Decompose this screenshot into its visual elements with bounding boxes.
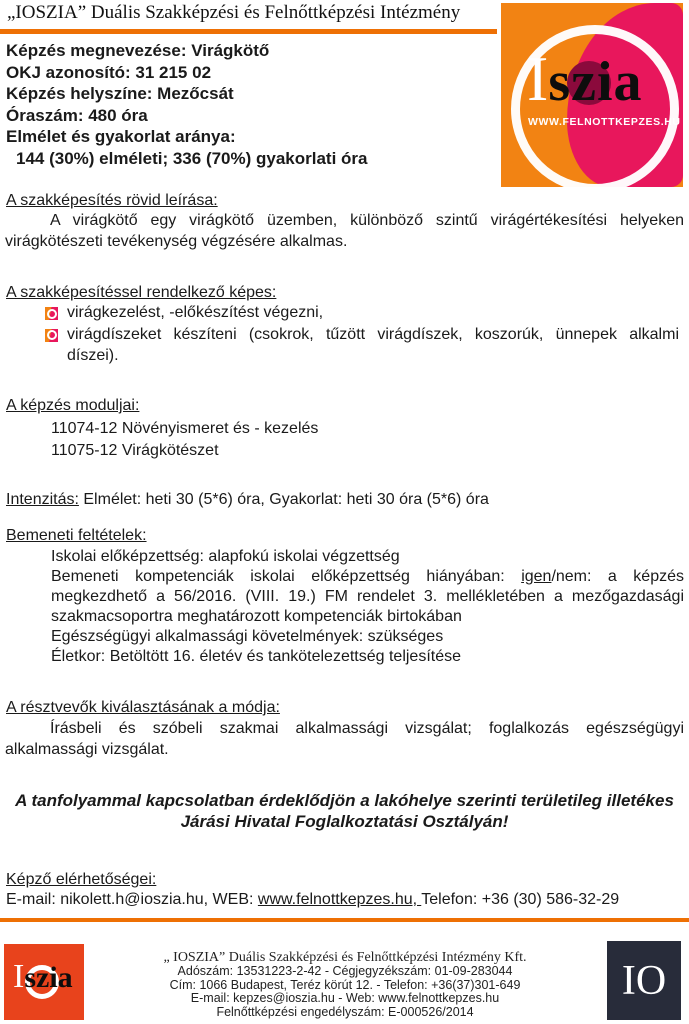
bullet-text: virágkezelést, -előkészítést végezni, (67, 304, 324, 321)
footer-email-line[interactable]: E-mail: kepzes@ioszia.hu - Web: www.felnottkepzes.hu (190, 991, 500, 1006)
entry-competencies-pre: Bemeneti kompetenciák iskolai előképzettség hiányában: (51, 568, 522, 585)
module-item: 11074-12 Növényismeret és - kezelés (51, 420, 319, 437)
list-item (45, 325, 679, 367)
footer-io-logo-text: IO (621, 957, 667, 1004)
section-modules-heading: A képzés moduljai: (6, 397, 140, 414)
ioszia-logo (501, 3, 683, 187)
section-contact-heading: Képző elérhetőségei: (6, 871, 157, 888)
intensity-line (6, 491, 489, 509)
contact-email-text[interactable]: E-mail: nikolett.h@ioszia.hu, WEB: (6, 891, 258, 908)
entry-item-education: Iskolai előképzettség: alapfokú iskolai végzettség (51, 548, 400, 565)
section-selection-body: Írásbeli és szóbeli szakmai alkalmassági vizsgálat; foglalkozás egészségügyi alkalmassági vizsgálat. (5, 720, 684, 758)
section-entry-heading: Bemeneti feltételek: (6, 527, 147, 544)
hours-line: Óraszám: 480 óra (6, 105, 148, 125)
ioszia-bullet-icon (45, 307, 58, 320)
footer-ioszia-logo (4, 944, 84, 1020)
section-description-heading: A szakképesítés rövid leírása: (6, 192, 218, 209)
entry-competencies-yes: igen (521, 568, 552, 585)
footer-divider (0, 918, 689, 922)
entry-item-competencies (6, 567, 684, 627)
intensity-label: Intenzitás: (6, 491, 79, 508)
intensity-text: Elmélet: heti 30 (5*6) óra, Gyakorlat: heti 30 óra (5*6) óra (78, 491, 489, 508)
contact-website-link[interactable]: www.felnottkepzes.hu, (257, 891, 422, 908)
list-item (45, 303, 679, 324)
footer-company-name: „ IOSZIA” Duális Szakképzési és Felnőttképzési Intézmény Kft. (163, 950, 527, 965)
okj-id-line: OKJ azonosító: 31 215 02 (6, 62, 212, 82)
footer-logo-letters-szia: szia (24, 961, 73, 994)
contact-line (6, 891, 619, 909)
footer-tax-line: Adószám: 13531223-2-42 - Cégjegyzékszám: 01-09-283044 (177, 963, 513, 978)
ratio-value-line: 144 (30%) elméleti; 336 (70%) gyakorlati óra (16, 148, 368, 168)
capabilities-list (45, 303, 679, 367)
logo-letters-szia: szia (548, 51, 643, 113)
footer-company-details (90, 951, 600, 1020)
footer-license-line: Felnőttképzési engedélyszám: E-000526/2014 (216, 1005, 474, 1020)
logo-website-text: WWW.FELNOTTKEPZES.HU (528, 116, 681, 128)
section-capabilities-heading: A szakképesítéssel rendelkező képes: (6, 284, 277, 301)
ioszia-bullet-icon (45, 329, 58, 342)
ratio-label-line: Elmélet és gyakorlat aránya: (6, 127, 236, 147)
header-divider (0, 29, 497, 34)
module-item: 11075-12 Virágkötészet (51, 441, 219, 459)
entry-competencies-post: /nem: a képzés megkezdhető a 56/2016. (VIII. 19.) FM rendelet 3. mellékletében a mezőgazdasági szakmacsoportra meghatározott kompetenciák birtokában (51, 568, 684, 625)
logo-wordmark (527, 43, 643, 114)
notice-line-1: A tanfolyammal kapcsolatban érdeklődjön a lakóhelye szerinti területileg illetékes (15, 791, 674, 810)
regional-office-notice (5, 791, 684, 832)
notice-line-2: Járási Hivatal Foglalkoztatási Osztályán! (180, 811, 509, 831)
entry-list (6, 547, 684, 667)
entry-item-age: Életkor: Betöltött 16. életév és tankötelezettség teljesítése (51, 648, 462, 665)
section-description-body: A virágkötő egy virágkötő üzemben, különböző szintű virágértékesítési helyeken virágkötészeti tevékenység végzésére alkalmas. (5, 212, 684, 250)
location-line: Képzés helyszíne: Mezőcsát (6, 84, 234, 104)
course-info-block (6, 40, 368, 170)
footer-io-logo (607, 941, 681, 1020)
footer-address-line: Cím: 1066 Budapest, Teréz körút 12. - Telefon: +36(37)301-649 (169, 977, 521, 992)
entry-item-health: Egészségügyi alkalmassági követelmények: szükséges (51, 628, 444, 645)
course-name-line: Képzés megnevezése: Virágkötő (6, 41, 270, 60)
footer-logo-letter-i: I (13, 958, 25, 995)
section-selection-heading: A résztvevők kiválasztásának a módja: (6, 699, 280, 716)
logo-letter-i: I (527, 43, 549, 114)
org-title: „IOSZIA” Duális Szakképzési és Felnőttképzési Intézmény (7, 2, 461, 23)
modules-list (6, 418, 684, 461)
footer-logo-wordmark (13, 960, 73, 994)
contact-phone-text: Telefon: +36 (30) 586-32-29 (421, 891, 620, 908)
bullet-text: virágdíszeket készíteni (csokrok, tűzött virágdíszek, koszorúk, ünnepek alkalmi díszei). (67, 325, 679, 364)
